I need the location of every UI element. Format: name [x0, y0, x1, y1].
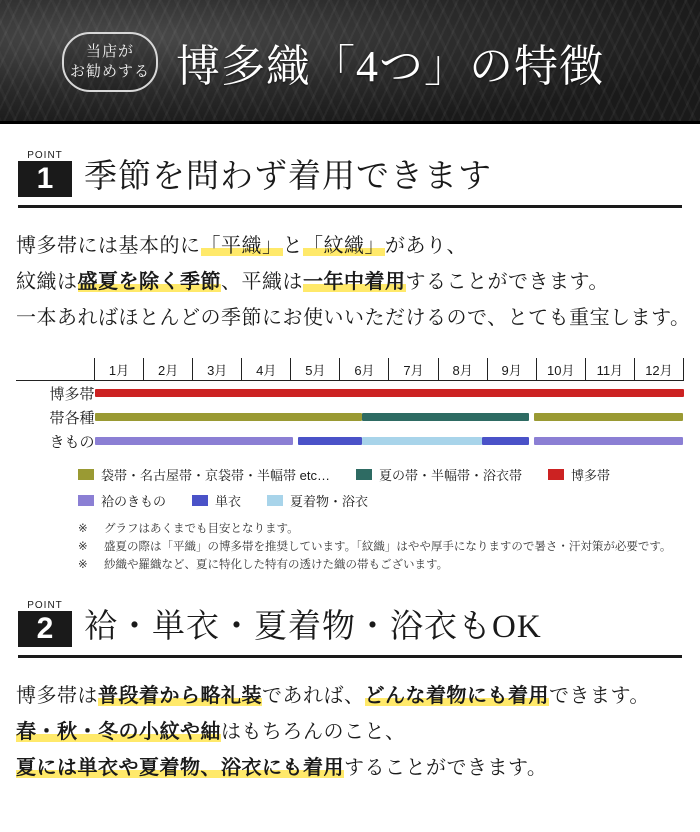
- legend-row: [78, 491, 684, 510]
- chart-bar: [534, 437, 684, 445]
- chart-row: [16, 429, 684, 453]
- banner-badge-line1: 当店が: [85, 42, 134, 60]
- point2-body: [0, 678, 700, 786]
- legend-item: [548, 465, 610, 484]
- chart-note: [78, 538, 684, 556]
- chart-row: [16, 405, 684, 429]
- point1-heading: [0, 150, 700, 197]
- chart-note: [78, 520, 684, 538]
- point1-divider: [18, 205, 682, 208]
- note-mark: ※: [78, 559, 88, 571]
- point1-number: 1: [18, 161, 72, 197]
- point1-line-3-seg-0: 一本あればほとんどの季節にお使いいただけるので、とても重宝します。: [16, 307, 691, 329]
- chart-bar: [95, 413, 363, 421]
- point2-number: 2: [18, 611, 72, 647]
- note-text: グラフはあくまでも目安となります。: [104, 523, 299, 535]
- chart-note: [78, 556, 684, 574]
- chart-month-header: 7月: [389, 358, 438, 381]
- chart-notes: [78, 520, 684, 574]
- point1-line-1-seg-1: 「平織」: [200, 235, 283, 257]
- chart-bar: [534, 413, 684, 421]
- point2-kicker: POINT: [27, 600, 63, 611]
- chart-row-bars: [95, 405, 684, 429]
- legend-label: 袋帯・名古屋帯・京袋帯・半幅帯 etc…: [101, 468, 330, 483]
- legend-label: 袷のきもの: [101, 494, 167, 509]
- legend-item: [78, 465, 330, 484]
- chart-row-bars: [95, 429, 684, 453]
- point2-line-1-seg-2: であれば、: [262, 685, 365, 707]
- chart-month-header: 1月: [95, 358, 144, 381]
- chart-month-header: 4月: [242, 358, 291, 381]
- chart-header-row: [16, 358, 684, 381]
- legend-swatch: [356, 469, 372, 480]
- point1-body: [0, 228, 700, 336]
- chart-month-header: 2月: [144, 358, 193, 381]
- point1-line-1: [16, 228, 684, 264]
- legend-label: 夏着物・浴衣: [290, 494, 369, 509]
- legend-label: 単衣: [215, 494, 242, 509]
- chart-bar: [95, 437, 294, 445]
- chart-row-label: 帯各種: [49, 410, 95, 427]
- point1-line-1-seg-4: があり、: [385, 235, 467, 257]
- point1-title: 季節を問わず着用できます: [84, 159, 492, 195]
- point1-line-2-seg-2: 、平織は: [221, 271, 303, 293]
- point2-divider: [18, 655, 682, 658]
- point2-line-2-seg-0: 春・秋・冬の小紋や紬: [16, 721, 221, 743]
- point1-line-2-seg-3: 一年中着用: [303, 271, 406, 293]
- legend-item: [192, 491, 241, 510]
- chart-bar: [95, 389, 684, 397]
- point2-line-1-seg-4: できます。: [549, 685, 650, 707]
- chart-bar: [298, 437, 362, 445]
- point1-line-2-seg-1: 盛夏を除く季節: [77, 271, 221, 293]
- point1-badge: [18, 150, 72, 197]
- point2-title: 袷・単衣・夏着物・浴衣もOK: [84, 609, 542, 645]
- page-title: 博多織「4つ」の特徴: [176, 42, 604, 91]
- chart-month-header: 9月: [487, 358, 536, 381]
- banner-badge-line2: お勧めする: [69, 63, 150, 80]
- legend-swatch: [78, 469, 94, 480]
- note-text: 紗織や羅織など、夏に特化した特有の透けた織の帯もございます。: [104, 559, 449, 571]
- chart-row-bars: [95, 381, 684, 406]
- point2-line-1: [16, 678, 684, 714]
- point1-line-1-seg-3: 「紋織」: [303, 235, 385, 257]
- legend-item: [356, 465, 522, 484]
- chart-month-header: 11月: [585, 358, 634, 381]
- note-mark: ※: [78, 541, 88, 553]
- point1-line-2: [16, 264, 684, 300]
- chart-bar: [362, 413, 529, 421]
- chart-bar: [482, 437, 529, 445]
- legend-item: [267, 491, 368, 510]
- legend-item: [78, 491, 166, 510]
- point2-line-2-seg-1: はもちろんのこと、: [221, 721, 406, 743]
- header-banner: [0, 0, 700, 124]
- point2-heading: [0, 600, 700, 647]
- chart-month-header: 6月: [340, 358, 389, 381]
- chart-row-label: 博多帯: [49, 386, 95, 403]
- point1-line-2-seg-0: 紋織は: [16, 271, 78, 293]
- point1-line-3: [16, 300, 691, 336]
- legend-label: 夏の帯・半幅帯・浴衣帯: [378, 468, 522, 483]
- chart-legend: [78, 465, 684, 510]
- legend-swatch: [192, 495, 208, 506]
- chart-month-header: 8月: [438, 358, 487, 381]
- point2-badge: [18, 600, 72, 647]
- note-text: 盛夏の際は「平織」の博多帯を推奨しています。「紋織」はやや厚手になりますので暑さ・汗対策が必要です。: [104, 541, 672, 553]
- point2-line-1-seg-0: 博多帯は: [16, 685, 98, 707]
- point2-line-1-seg-1: 普段着から略礼装: [98, 685, 262, 707]
- point1-line-1-seg-2: と: [282, 235, 303, 257]
- note-mark: ※: [78, 523, 88, 535]
- chart-month-header: 5月: [291, 358, 340, 381]
- banner-badge: [62, 32, 158, 92]
- point2-line-3: [16, 750, 684, 786]
- chart-month-header: 12月: [634, 358, 683, 381]
- chart-month-header: 3月: [193, 358, 242, 381]
- point2-line-2: [16, 714, 684, 750]
- chart-month-header: 10月: [536, 358, 585, 381]
- point2-line-3-seg-0: 夏には単衣や夏着物、浴衣にも着用: [16, 757, 344, 779]
- legend-label: 博多帯: [570, 468, 610, 483]
- point2-line-3-seg-1: することができます。: [344, 757, 548, 779]
- chart-row: [16, 381, 684, 406]
- point1-line-2-seg-4: することができます。: [405, 271, 609, 293]
- season-chart-table: [16, 358, 684, 453]
- point2-line-1-seg-3: どんな着物にも着用: [364, 685, 549, 707]
- legend-swatch: [267, 495, 283, 506]
- legend-row: [78, 465, 684, 484]
- point1-line-1-seg-0: 博多帯には基本的に: [16, 235, 201, 257]
- legend-swatch: [78, 495, 94, 506]
- chart-row-label: きもの: [49, 434, 95, 451]
- season-chart: [16, 358, 684, 574]
- point1-kicker: POINT: [27, 150, 63, 161]
- chart-bar: [362, 437, 482, 445]
- chart-corner: [16, 358, 95, 381]
- legend-swatch: [548, 469, 564, 480]
